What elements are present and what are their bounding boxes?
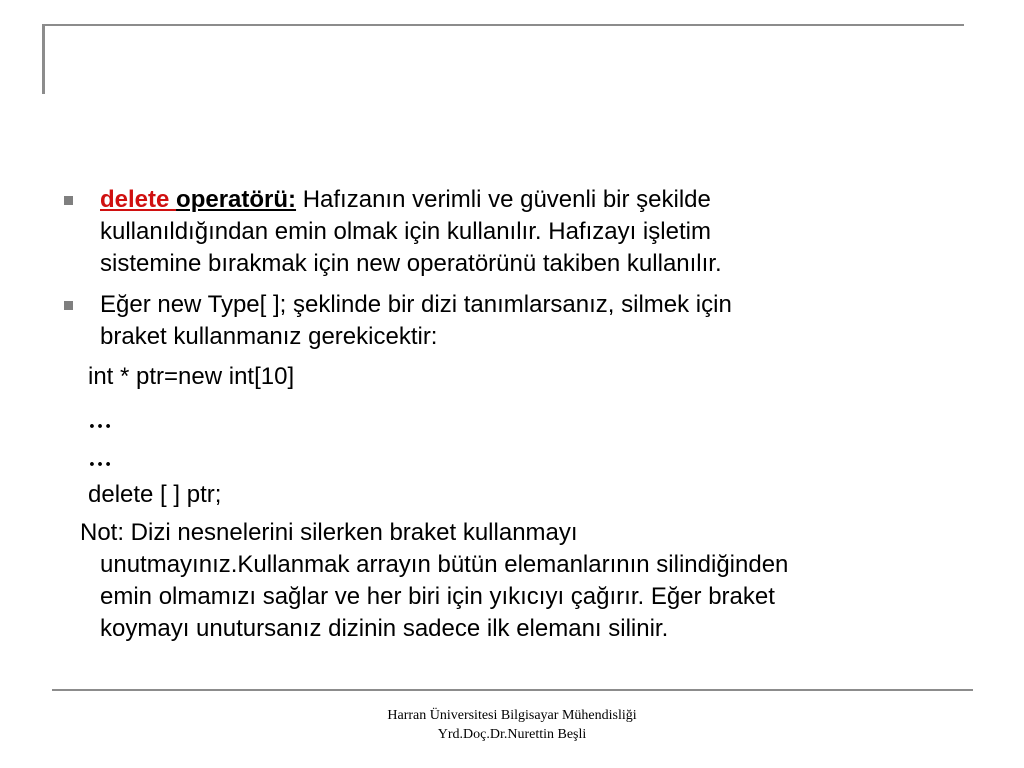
square-bullet-icon — [64, 301, 73, 310]
note-paragraph — [80, 517, 970, 645]
footer — [0, 706, 1024, 744]
bullet-item-delete-operator — [100, 184, 970, 280]
bullet-text: Hafızanın verimli ve güvenli bir şekilde — [296, 186, 711, 213]
frame-top-line — [42, 24, 964, 26]
code-line-delete: delete [ ] ptr; — [88, 481, 222, 508]
footer-divider — [52, 689, 973, 691]
note-line-1: Not: Dizi nesnelerini silerken braket kullanmayı — [80, 519, 578, 546]
code-ellipsis-1: … — [88, 408, 112, 434]
note-line-3: emin olmamızı sağlar ve her biri için yıkıcıyı çağırır. Eğer braket — [100, 583, 775, 610]
square-bullet-icon — [64, 196, 73, 205]
keyword-operator: operatörü: — [176, 186, 297, 213]
code-line-allocation: int * ptr=new int[10] — [88, 363, 295, 390]
bullet-line-2: braket kullanmanız gerekicektir: — [100, 323, 438, 350]
bullet-line-3: sistemine bırakmak için new operatörünü takiben kullanılır. — [100, 250, 722, 277]
note-line-2: unutmayınız.Kullanmak arrayın bütün elemanlarının silindiğinden — [100, 551, 789, 578]
keyword-delete: delete — [100, 186, 177, 213]
bullet-line-2: kullanıldığından emin olmak için kullanılır. Hafızayı işletim — [100, 218, 711, 245]
note-line-4: koymayı unutursanız dizinin sadece ilk elemanı silinir. — [100, 615, 669, 642]
bullet-item-array-delete — [100, 289, 970, 353]
code-ellipsis-2: … — [88, 446, 112, 472]
footer-author: Yrd.Doç.Dr.Nurettin Beşli — [437, 727, 587, 742]
frame-left-line — [42, 24, 45, 94]
footer-institution: Harran Üniversitesi Bilgisayar Mühendisliği — [387, 708, 637, 723]
bullet-line-1 — [100, 184, 970, 216]
bullet-line-1: Eğer new Type[ ]; şeklinde bir dizi tanımlarsanız, silmek için — [100, 291, 732, 318]
